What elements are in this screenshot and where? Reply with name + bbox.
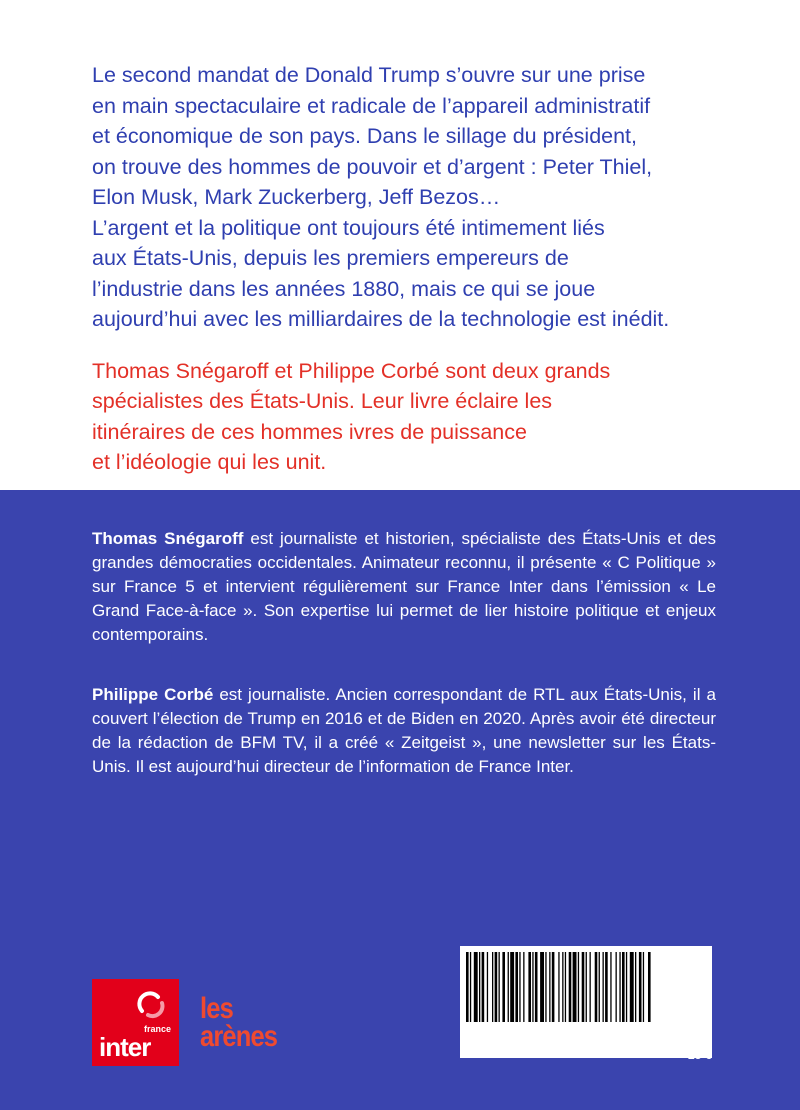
blurb-text — [92, 60, 732, 478]
barcode-bar — [492, 952, 493, 1022]
bio-corbe — [92, 683, 716, 779]
barcode-bar — [549, 952, 550, 1022]
barcode-bar — [540, 952, 544, 1022]
barcode-bar — [586, 952, 587, 1022]
barcode-bar — [495, 952, 498, 1022]
barcode-bar — [573, 952, 577, 1022]
barcode-bar — [578, 952, 579, 1022]
bio-body: est journaliste. Ancien correspondant de RTL aux États-Unis, il a couvert l’élection de Trump en 2016 et de Biden en 2020. Après avoir été directeur de la rédaction de BFM TV, il a créé « Zeitgeist », une newsletter sur les États-Unis. Il est aujourd’hui directeur de l’information de France Inter. — [92, 685, 716, 776]
france-inter-big-word: inter — [99, 1032, 151, 1062]
bio-snegaroff — [92, 527, 716, 647]
barcode-bar — [466, 952, 469, 1022]
barcode-bar — [499, 952, 500, 1022]
barcode-bar — [595, 952, 598, 1022]
blurb-line: itinéraires de ces hommes ivres de puissance — [92, 419, 527, 444]
bio-body: est journaliste et historien, spécialiste des États-Unis et des grandes démocraties occidentales. Animateur reconnu, il présente « C Politique » sur France 5 et intervient régulièrement sur France Inter dans l’émission « Le Grand Face-à-face ». Son expertise lui permet de lier histoire politique et enjeux contemporains. — [92, 529, 717, 644]
barcode-bar — [519, 952, 520, 1022]
france-inter-small-word: france — [143, 1024, 171, 1034]
les-arenes-line1: les — [200, 992, 233, 1025]
barcode-bars — [466, 952, 706, 1022]
les-arenes-line2: arènes — [200, 1020, 278, 1053]
blurb-line: L’argent et la politique ont toujours été intimement liés — [92, 215, 605, 240]
barcode-bar — [622, 952, 625, 1022]
barcode-bar — [639, 952, 642, 1022]
barcode-bar — [603, 952, 604, 1022]
blurb-line: on trouve des hommes de pouvoir et d’argent : Peter Thiel, — [92, 154, 653, 179]
blurb-line: Le second mandat de Donald Trump s’ouvre sur une prise — [92, 63, 646, 87]
barcode-bar — [643, 952, 644, 1022]
blurb-line: aux États-Unis, depuis les premiers empereurs de — [92, 246, 569, 270]
barcode-bar — [508, 952, 509, 1022]
barcode-bar — [552, 952, 555, 1022]
blurb-section — [0, 0, 800, 490]
blurb-line: Elon Musk, Mark Zuckerberg, Jeff Bezos… — [92, 185, 501, 209]
france-inter-swirl-icon — [136, 989, 168, 1021]
barcode-bar — [532, 952, 533, 1022]
barcode-bar — [605, 952, 608, 1022]
barcode-bar — [569, 952, 572, 1022]
barcode-bar — [619, 952, 620, 1022]
barcode-bar — [599, 952, 600, 1022]
blurb-line: Thomas Snégaroff et Philippe Corbé sont deux grands — [92, 358, 611, 383]
barcode-bar — [523, 952, 524, 1022]
barcode-bar — [535, 952, 538, 1022]
barcode-bar — [487, 952, 488, 1022]
barcode-bar — [474, 952, 478, 1022]
barcode-bar — [616, 952, 617, 1022]
blurb-intro — [92, 60, 732, 335]
blurb-line: spécialistes des États-Unis. Leur livre éclaire les — [92, 389, 553, 413]
barcode-bar — [502, 952, 505, 1022]
barcode-bar — [590, 952, 591, 1022]
blurb-line: l’industrie dans les années 1880, mais ce qui se joue — [92, 276, 596, 301]
author-bios-panel — [0, 490, 800, 1110]
bio-author-name: Thomas Snégaroff — [92, 529, 244, 548]
blurb-line: aujourd’hui avec les milliardaires de la technologie est inédit. — [92, 307, 670, 331]
barcode-bar — [626, 952, 627, 1022]
barcode-bar — [510, 952, 514, 1022]
barcode-bar — [582, 952, 585, 1022]
barcode-bar — [565, 952, 566, 1022]
blurb-line: et l’idéologie qui les unit. — [92, 450, 327, 474]
barcode-bar — [479, 952, 480, 1022]
barcode-bar — [515, 952, 518, 1022]
barcode-bar — [558, 952, 559, 1022]
barcode-bar — [482, 952, 485, 1022]
barcode-bar — [630, 952, 634, 1022]
isbn-price-block — [605, 1031, 712, 1063]
isbn-number: 979-10-375-1420-2 — [604, 1032, 712, 1046]
barcode-bar — [562, 952, 563, 1022]
les-arenes-logo — [200, 992, 278, 1053]
blurb-line: en main spectaculaire et radicale de l’appareil administratif — [92, 93, 651, 118]
blurb-line: et économique de son pays. Dans le sillage du président, — [92, 124, 638, 148]
barcode-bar — [470, 952, 471, 1022]
barcode-bar — [610, 952, 611, 1022]
barcode-bar — [648, 952, 651, 1022]
blurb-authors — [92, 356, 732, 478]
bio-author-name: Philippe Corbé — [92, 685, 214, 704]
price: 15 € — [687, 1048, 712, 1062]
barcode-bar — [528, 952, 531, 1022]
barcode-bar — [545, 952, 546, 1022]
barcode-bar — [635, 952, 636, 1022]
france-inter-logo — [92, 979, 179, 1066]
